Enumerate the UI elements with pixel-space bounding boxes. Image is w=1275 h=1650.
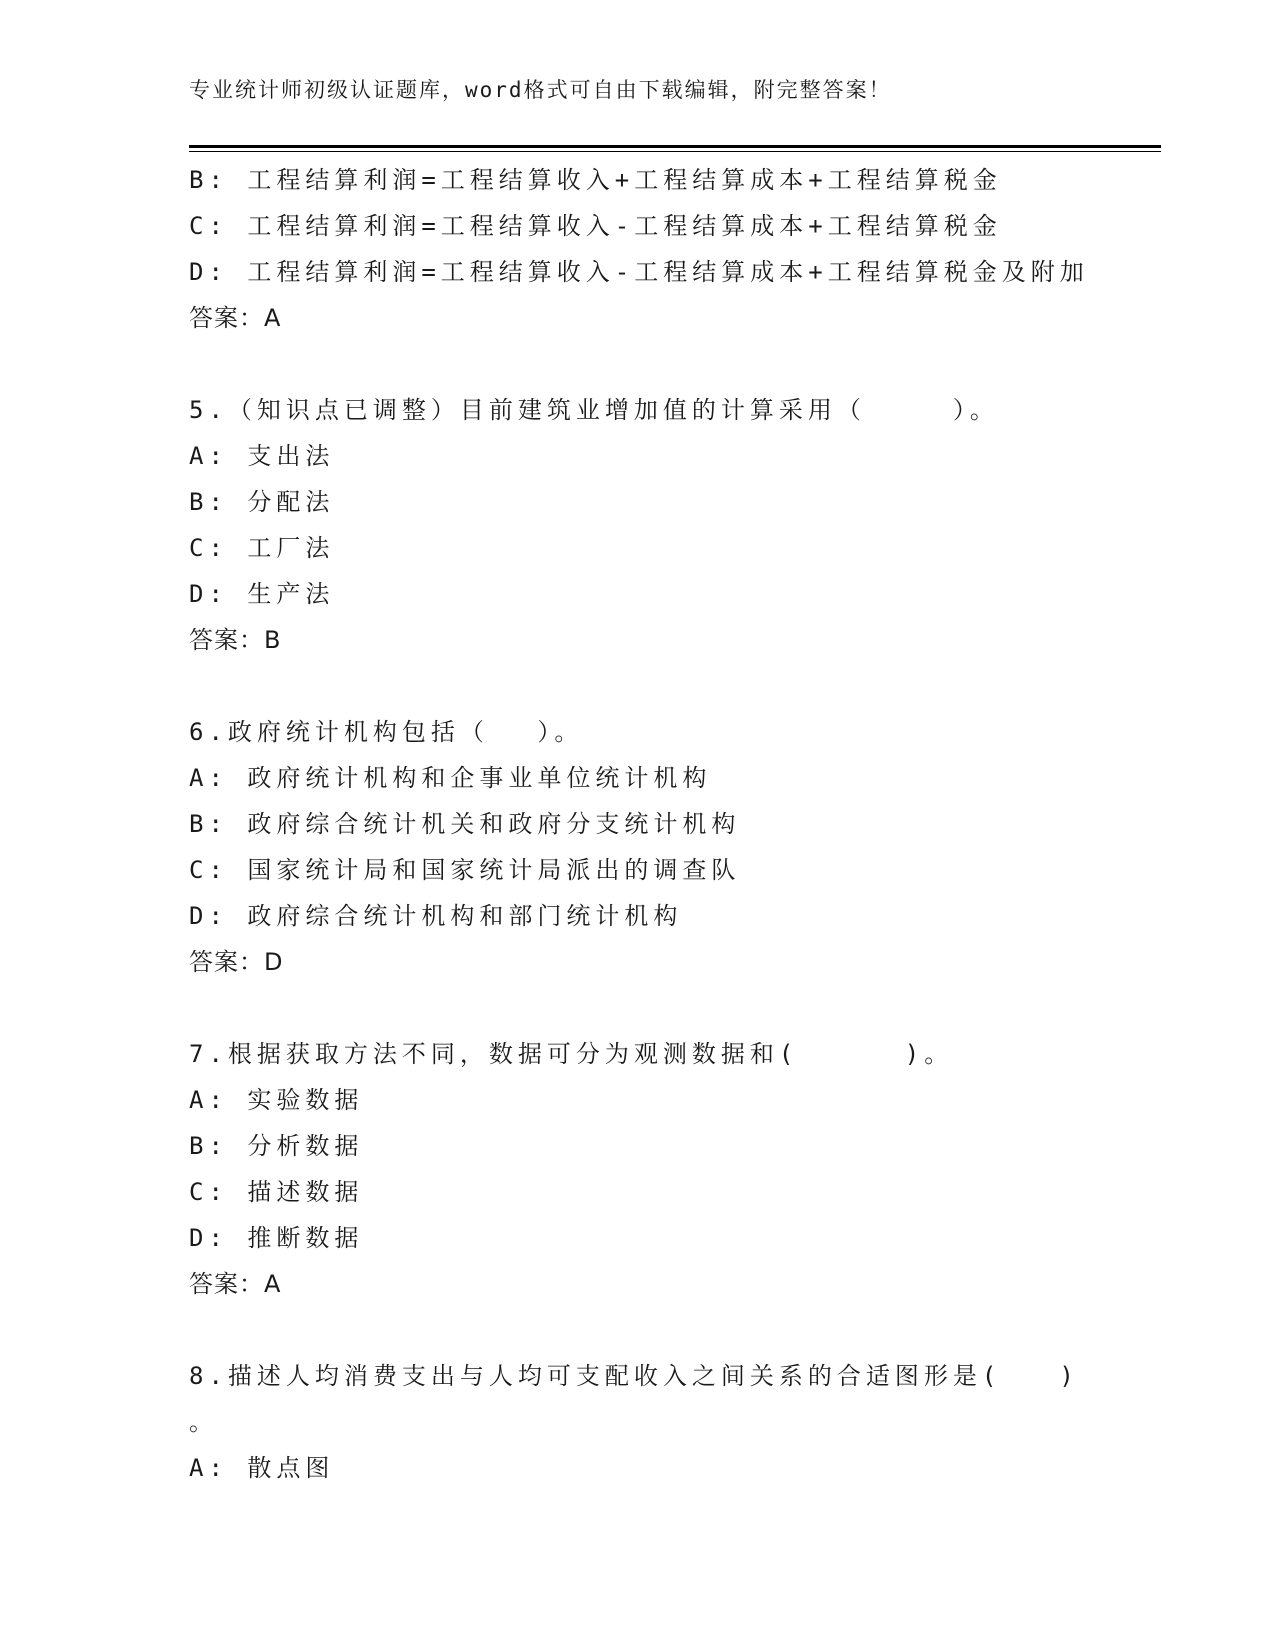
q4-option-c: C: 工程结算利润=工程结算收入-工程结算成本+工程结算税金: [189, 212, 1002, 240]
question-content: [189, 157, 1089, 1491]
q5-stem: 5.（知识点已调整）目前建筑业增加值的计算采用（ ）。: [189, 396, 999, 424]
q4-option-d: D: 工程结算利润=工程结算收入-工程结算成本+工程结算税金及附加: [189, 258, 1089, 286]
q8-option-a: A: 散点图: [189, 1454, 335, 1482]
q5-option-d: D: 生产法: [189, 580, 335, 608]
q7-option-b: B: 分析数据: [189, 1132, 364, 1160]
q8-stem: 8.描述人均消费支出与人均可支配收入之间关系的合适图形是( ): [189, 1362, 1079, 1390]
header-rule-thick: [189, 145, 1161, 148]
q5-answer: 答案：B: [189, 626, 282, 654]
q5-option-c: C: 工厂法: [189, 534, 335, 562]
q4-option-b: B: 工程结算利润=工程结算收入+工程结算成本+工程结算税金: [189, 166, 1002, 194]
header-rule-thin: [189, 151, 1161, 152]
spacer: [189, 663, 1069, 709]
q8-stem-continuation: 。: [189, 1408, 213, 1436]
q6-option-a: A: 政府统计机构和企事业单位统计机构: [189, 764, 712, 792]
q6-option-b: B: 政府综合统计机关和政府分支统计机构: [189, 810, 741, 838]
q6-option-d: D: 政府综合统计机构和部门统计机构: [189, 902, 683, 930]
q7-option-d: D: 推断数据: [189, 1224, 364, 1252]
q7-option-c: C: 描述数据: [189, 1178, 364, 1206]
q6-option-c: C: 国家统计局和国家统计局派出的调查队: [189, 856, 741, 884]
q4-answer: 答案：A: [189, 304, 282, 332]
q5-option-b: B: 分配法: [189, 488, 335, 516]
spacer: [189, 985, 1069, 1031]
q6-stem: 6.政府统计机构包括（ ）。: [189, 718, 584, 746]
page-header: 专业统计师初级认证题库，word格式可自由下载编辑，附完整答案！: [189, 78, 892, 102]
spacer: [189, 341, 1069, 387]
spacer: [189, 1307, 1069, 1353]
q5-option-a: A: 支出法: [189, 442, 335, 470]
q7-answer: 答案：A: [189, 1270, 282, 1298]
q6-answer: 答案：D: [189, 948, 284, 976]
q7-option-a: A: 实验数据: [189, 1086, 364, 1114]
q7-stem: 7.根据获取方法不同，数据可分为观测数据和( )。: [189, 1040, 954, 1068]
